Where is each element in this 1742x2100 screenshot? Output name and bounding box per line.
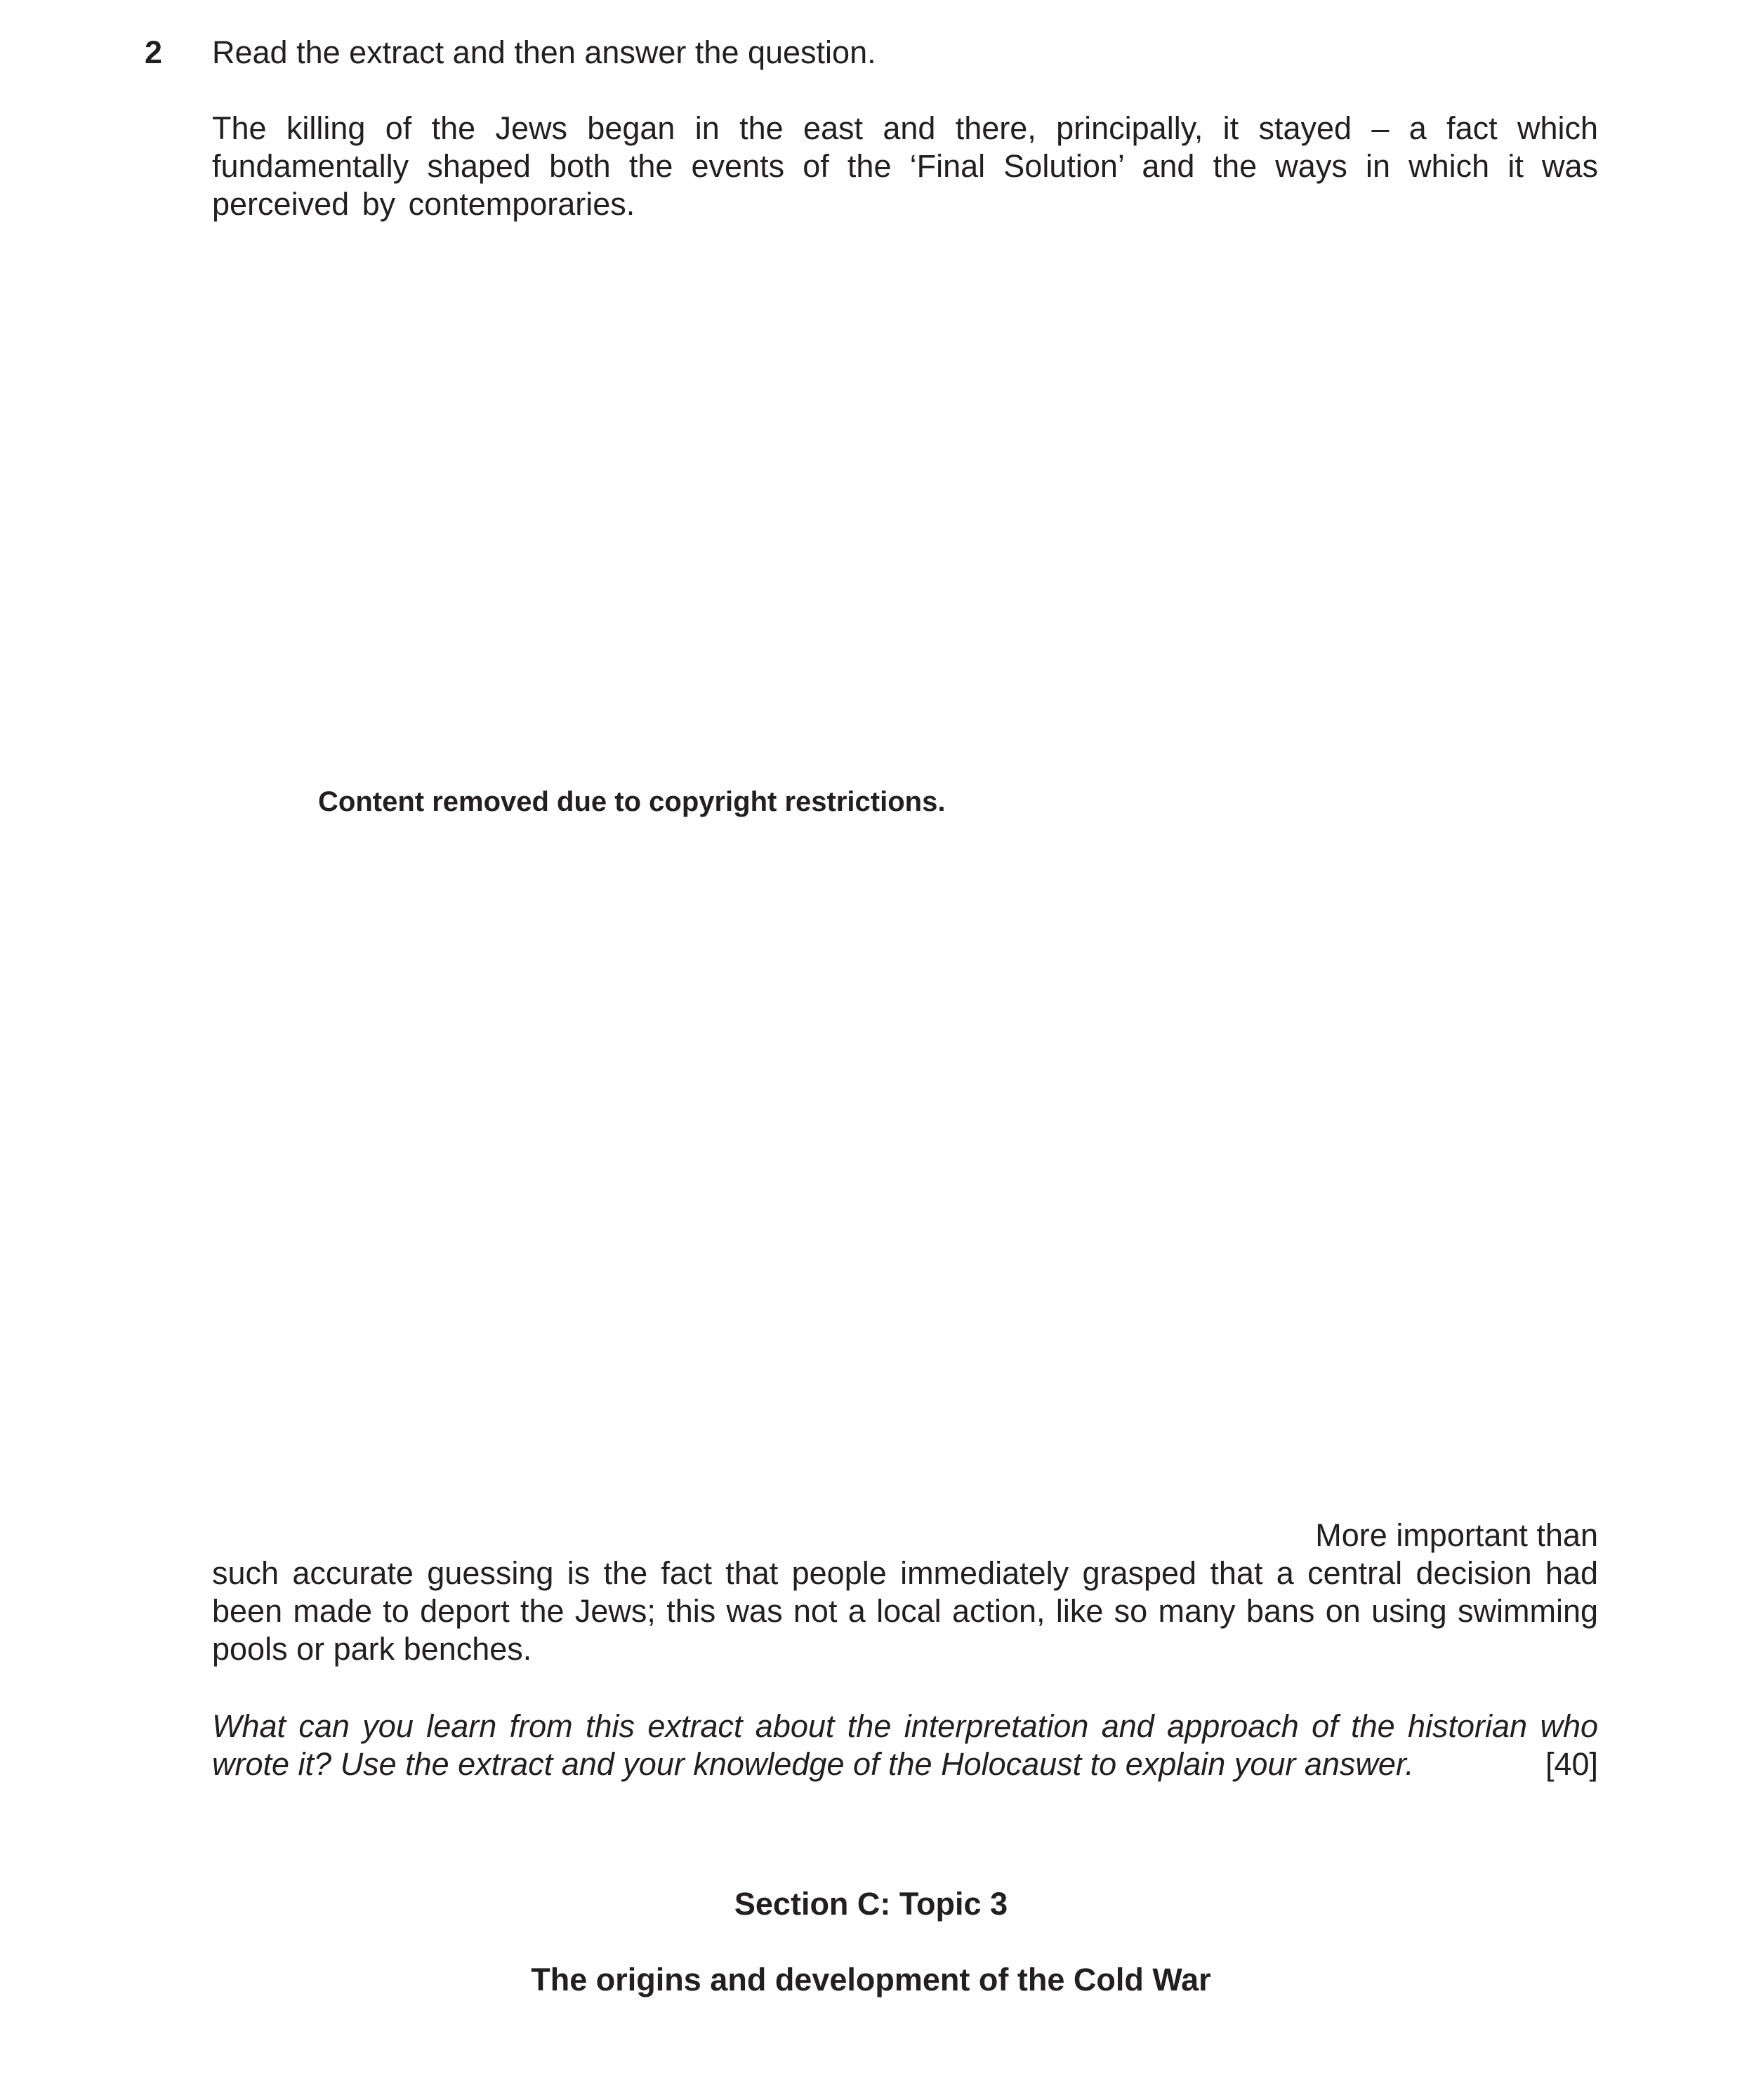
question-marks: [40] <box>1545 1746 1598 1782</box>
topic-title: The origins and development of the Cold War <box>531 1962 1211 1997</box>
extract-continuation-lead: More important than <box>1315 1517 1598 1553</box>
section-heading: Section C: Topic 3 <box>734 1886 1008 1922</box>
copyright-notice: Content removed due to copyright restrictions. <box>318 786 946 817</box>
question-number: 2 <box>145 34 163 70</box>
extract-opening-paragraph: The killing of the Jews began in the east and there, principally, it stayed – a fact which fundamentally shaped both the events of the ‘Final Solution’ and the ways in which it was perceived by contemporaries. <box>212 110 1598 222</box>
question-prompt-text: What can you learn from this extract about the interpretation and approach of the historian who wrote it? Use the extract and your knowledge of the Holocaust to explain your answer. <box>212 1708 1598 1782</box>
question-prompt <box>212 1708 1598 1783</box>
extract-continuation-paragraph: such accurate guessing is the fact that people immediately grasped that a central decision had been made to deport the Jews; this was not a local action, like so many bans on using swimming pools or park benches. <box>212 1555 1598 1667</box>
question-instruction: Read the extract and then answer the question. <box>212 34 876 70</box>
